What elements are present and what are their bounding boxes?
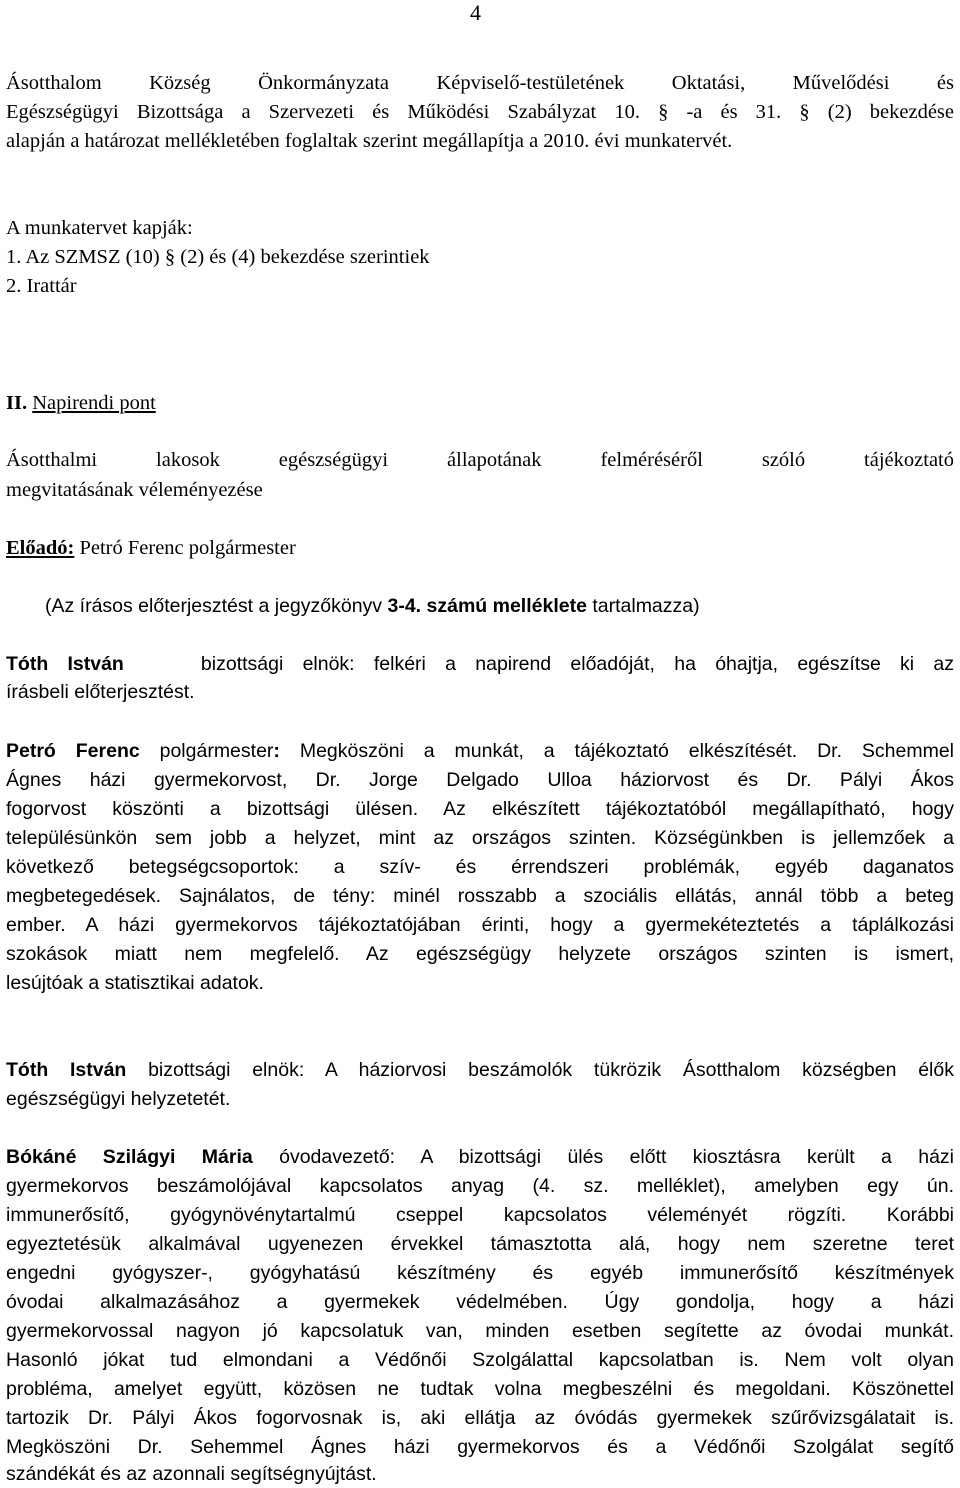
p4-line: egyeztetésük alkalmával ugyenezen érvekkel támasztotta alá, hogy nem szeretne teret	[6, 1233, 954, 1255]
p4-text: óvodavezető: A bizottsági ülés előtt kiosztásra került a házi	[252, 1146, 954, 1168]
note-text: (Az írásos előterjesztést a jegyzőkönyv	[45, 595, 388, 617]
presenter-label: Előadó:	[6, 537, 75, 559]
p1-line: írásbeli előterjesztést.	[6, 681, 195, 703]
presenter-line	[6, 536, 954, 560]
p4-line: Megköszöni Dr. Sehemmel Ágnes házi gyermekorvos és a Védőnői Szolgálat segítő	[6, 1436, 954, 1458]
p2-line: lesújtóak a statisztikai adatok.	[6, 972, 264, 994]
p4-line: Hasonló jókat tud elmondani a Védőnői Szolgálattal kapcsolatban is. Nem volt olyan	[6, 1349, 954, 1371]
p3-line: egészségügyi helyzetetét.	[6, 1088, 231, 1110]
recipients-heading: A munkatervet kapják:	[6, 217, 193, 239]
presenter-name: Petró Ferenc polgármester	[74, 537, 296, 559]
p2-line: ember. A házi gyermekorvos tájékoztatójában érinti, hogy a gyermekéteztetés a táplálkozási	[6, 914, 954, 936]
p2-line: településünkön sem jobb a helyzet, mint az országos szinten. Községünkben is jellemzőek a	[6, 827, 954, 849]
speaker-colon: :	[273, 740, 280, 762]
intro-line: Ásotthalom Község Önkormányzata Képviselő-testületének Oktatási, Művelődési és	[6, 72, 954, 94]
p4-line: óvodai alkalmazásához a gyermekek védelmében. Úgy gondolja, hogy a házi	[6, 1291, 954, 1313]
intro-line: alapján a határozat mellékletében foglaltak szerint megállapítja a 2010. évi munkatervét.	[6, 130, 733, 152]
p4-line	[6, 1145, 954, 1169]
agenda-heading	[6, 391, 954, 415]
recipient-item: 2. Irattár	[6, 275, 77, 297]
page-number: 4	[470, 0, 481, 25]
p1-line	[6, 652, 954, 676]
p4-line: gyermekorvossal nagyon jó kapcsolatuk van, minden esetben segítette az óvodai munkát.	[6, 1320, 954, 1342]
p3-line	[6, 1058, 954, 1082]
p4-line: engedni gyógyszer-, gyógyhatású készítmény és egyéb immunerősítő készítmények	[6, 1262, 954, 1284]
speaker-name: Tóth István	[6, 1059, 127, 1081]
p2-line: megbetegedések. Sajnálatos, de tény: minél rosszabb a szociális ellátás, annál több a beteg	[6, 885, 954, 907]
p3-text: bizottsági elnök: A háziorvosi beszámolók tükrözik Ásotthalom községben élők	[126, 1059, 954, 1081]
p2-text: Megköszöni a munkát, a tájékoztató elkészítését. Dr. Schemmel	[279, 740, 955, 762]
p2-line: következő betegségcsoportok: a szív- és érrendszeri problémák, egyéb daganatos	[6, 856, 954, 878]
p2-line	[6, 739, 954, 763]
p4-line: tartozik Dr. Pályi Ákos fogorvosnak is, aki ellátja az óvódás gyermekek szűrővizsgálatait is.	[6, 1407, 954, 1429]
agenda-topic-line: Ásotthalmi lakosok egészségügyi állapotának felméréséről szóló tájékoztató	[6, 449, 954, 471]
p2-line: fogorvost köszönti a bizottsági ülésen. Az elkészített tájékoztatóból megállapítható, hogy	[6, 798, 954, 820]
p4-line: szándékát és az azonnali segítségnyújtást.	[6, 1463, 377, 1485]
attachment-note	[45, 594, 954, 618]
p4-line: gyermekorvos beszámolójával kapcsolatos anyag (4. sz. melléklet), amelyben egy ún.	[6, 1175, 954, 1197]
p4-line: probléma, amelyet együtt, közösen ne tudtak volna megbeszélni és megoldani. Köszönettel	[6, 1378, 954, 1400]
p2-line: szokások miatt nem megfelelő. Az egészségügy helyzete országos szinten is ismert,	[6, 943, 954, 965]
p4-line: immunerősítő, gyógynövénytartalmú cseppel kapcsolatos véleményét rögzíti. Korábbi	[6, 1204, 954, 1226]
recipient-item: 1. Az SZMSZ (10) § (2) és (4) bekezdése szerintiek	[6, 246, 430, 268]
agenda-number: II.	[6, 392, 28, 414]
intro-line: Egészségügyi Bizottsága a Szervezeti és Működési Szabályzat 10. § -a és 31. § (2) bekezdése	[6, 101, 954, 123]
note-bold: 3-4. számú melléklete	[387, 595, 587, 617]
speaker-name: Petró Ferenc	[6, 740, 140, 762]
speaker-name: Tóth István	[6, 653, 124, 675]
speaker-role: polgármester	[139, 740, 274, 762]
p2-line: Ágnes házi gyermekorvost, Dr. Jorge Delgado Ulloa háziorvost és Dr. Pályi Ákos	[6, 769, 954, 791]
speaker-name: Bókáné Szilágyi Mária	[6, 1146, 253, 1168]
agenda-topic-line: megvitatásának véleményezése	[6, 479, 263, 501]
p1-text: bizottsági elnök: felkéri a napirend előadóját, ha óhajtja, egészítse ki az	[200, 653, 955, 675]
agenda-label: Napirendi pont	[32, 392, 156, 414]
note-text: tartalmazza)	[586, 595, 700, 617]
